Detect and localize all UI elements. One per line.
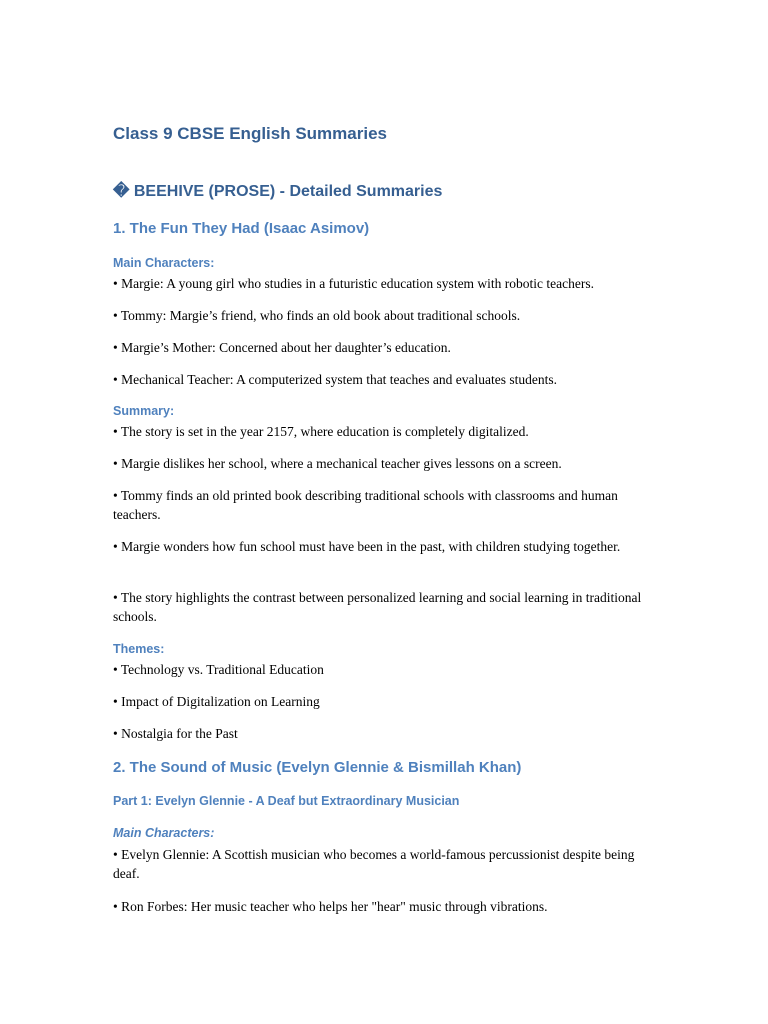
section-title: BEEHIVE (PROSE) - Detailed Summaries bbox=[133, 183, 443, 200]
list-item-summary: • Margie wonders how fun school must have been in the past, with children studying together. bbox=[113, 539, 621, 554]
section-heading-beehive bbox=[113, 181, 442, 201]
list-item-character: • Margie: A young girl who studies in a futuristic education system with robotic teachers. bbox=[113, 276, 595, 291]
list-item-character: • Evelyn Glennie: A Scottish musician who becomes a world-famous percussionist despite being deaf. bbox=[113, 847, 635, 881]
list-item-theme: • Nostalgia for the Past bbox=[113, 726, 238, 741]
list-item-character: • Tommy: Margie’s friend, who finds an old book about traditional schools. bbox=[113, 308, 521, 323]
list-item-character: • Ron Forbes: Her music teacher who helps her "hear" music through vibrations. bbox=[113, 899, 548, 914]
list-item-summary: • Tommy finds an old printed book describing traditional schools with classrooms and human teachers. bbox=[113, 488, 618, 522]
themes-label: Themes: bbox=[113, 642, 165, 656]
list-item-summary: • The story highlights the contrast between personalized learning and social learning in traditional schools. bbox=[113, 590, 642, 624]
list-item-summary: • Margie dislikes her school, where a mechanical teacher gives lessons on a screen. bbox=[113, 456, 562, 471]
chapter-heading-fun-they-had: 1. The Fun They Had (Isaac Asimov) bbox=[113, 220, 370, 237]
part1-heading: Part 1: Evelyn Glennie - A Deaf but Extraordinary Musician bbox=[113, 794, 460, 808]
missing-glyph-icon: � bbox=[113, 183, 130, 200]
list-item-theme: • Impact of Digitalization on Learning bbox=[113, 694, 320, 709]
list-item-summary: • The story is set in the year 2157, where education is completely digitalized. bbox=[113, 424, 529, 439]
summary-label: Summary: bbox=[113, 404, 175, 418]
main-characters-label: Main Characters: bbox=[113, 826, 215, 840]
chapter-heading-sound-of-music: 2. The Sound of Music (Evelyn Glennie & Bismillah Khan) bbox=[113, 759, 522, 776]
list-item-character: • Mechanical Teacher: A computerized system that teaches and evaluates students. bbox=[113, 372, 557, 387]
list-item-character: • Margie’s Mother: Concerned about her daughter’s education. bbox=[113, 340, 451, 355]
main-characters-label: Main Characters: bbox=[113, 256, 215, 270]
list-item-theme: • Technology vs. Traditional Education bbox=[113, 662, 324, 677]
document-title: Class 9 CBSE English Summaries bbox=[113, 124, 387, 143]
